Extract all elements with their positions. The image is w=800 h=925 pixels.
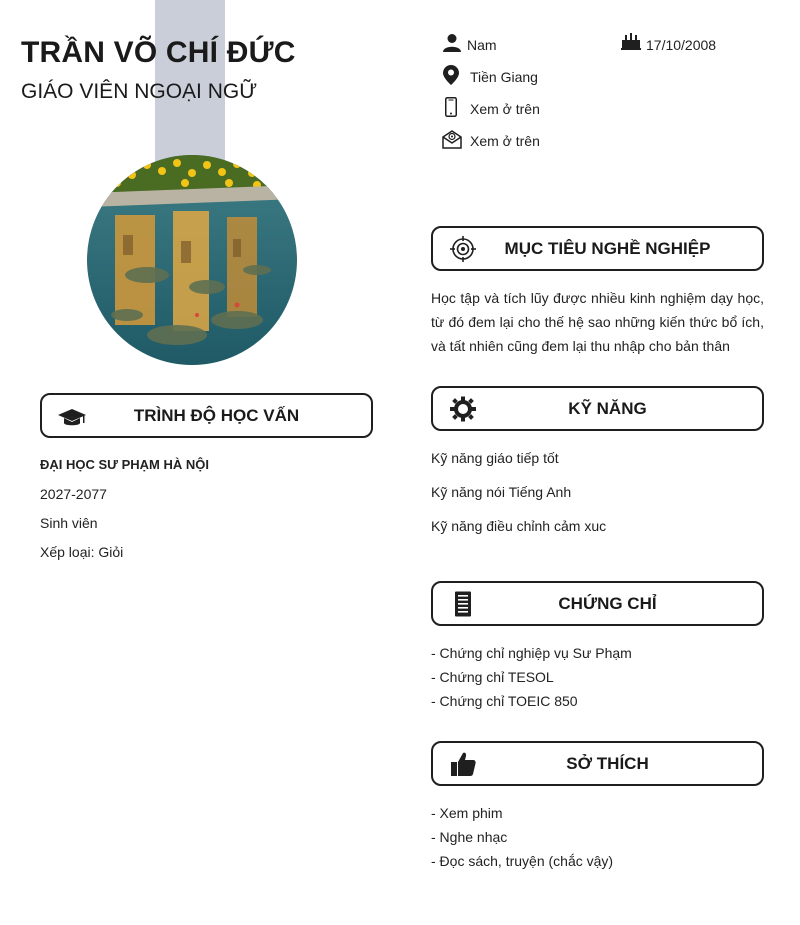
skill-item: Kỹ năng nói Tiếng Anh xyxy=(431,484,572,500)
objective-text: Học tập và tích lũy được nhiều kinh nghiệm dạy học, từ đó đem lại cho thế hệ sao những kiến thức bổ ích, và tất nhiên cũng đem lại thu nhập cho bản thân xyxy=(431,290,764,354)
birthdate-value: 17/10/2008 xyxy=(646,37,717,53)
profile-photo xyxy=(87,155,297,365)
education-header xyxy=(40,393,373,438)
hobby-item: - Đọc sách, truyện (chắc vậy) xyxy=(431,853,614,869)
skill-item: Kỹ năng giáo tiếp tốt xyxy=(431,450,559,466)
birthday-cake-icon xyxy=(621,32,641,50)
email-row xyxy=(442,129,602,151)
birthdate-row xyxy=(621,32,781,54)
certificates-header xyxy=(431,581,764,626)
candidate-name: TRẦN VÕ CHÍ ĐỨC xyxy=(21,36,296,69)
certificate-item: - Chứng chỉ nghiệp vụ Sư Phạm xyxy=(431,645,632,661)
candidate-role: GIÁO VIÊN NGOẠI NGỮ xyxy=(21,80,258,103)
education-title: TRÌNH ĐỘ HỌC VẤN xyxy=(133,406,300,425)
education-grade: Xếp loại: Giỏi xyxy=(40,544,124,560)
email-value: Xem ở trên xyxy=(470,133,540,149)
location-value: Tiền Giang xyxy=(470,69,538,85)
hobbies-header xyxy=(431,741,764,786)
education-status: Sinh viên xyxy=(40,515,98,531)
hobby-item: - Nghe nhạc xyxy=(431,829,508,845)
skills-title: KỸ NĂNG xyxy=(568,399,647,418)
certificates-title: CHỨNG CHỈ xyxy=(558,594,657,613)
hobby-item: - Xem phim xyxy=(431,805,503,821)
gender-value: Nam xyxy=(467,37,497,53)
person-icon xyxy=(442,33,462,53)
skills-header xyxy=(431,386,764,431)
phone-row xyxy=(445,97,605,119)
education-years: 2027-2077 xyxy=(40,486,107,502)
location-row xyxy=(443,65,603,87)
phone-value: Xem ở trên xyxy=(470,101,540,117)
objective-title: MỤC TIÊU NGHỀ NGHIỆP xyxy=(504,239,711,258)
gender-row xyxy=(442,33,602,55)
certificate-item: - Chứng chỉ TOEIC 850 xyxy=(431,693,578,709)
envelope-icon xyxy=(442,129,462,149)
objective-header xyxy=(431,226,764,271)
map-pin-icon xyxy=(443,65,459,85)
education-school: ĐẠI HỌC SƯ PHẠM HÀ NỘI xyxy=(40,457,209,472)
hobbies-title: SỞ THÍCH xyxy=(566,754,649,773)
phone-icon xyxy=(445,97,457,117)
skill-item: Kỹ năng điều chỉnh cảm xuc xyxy=(431,518,607,534)
certificate-item: - Chứng chỉ TESOL xyxy=(431,669,554,685)
